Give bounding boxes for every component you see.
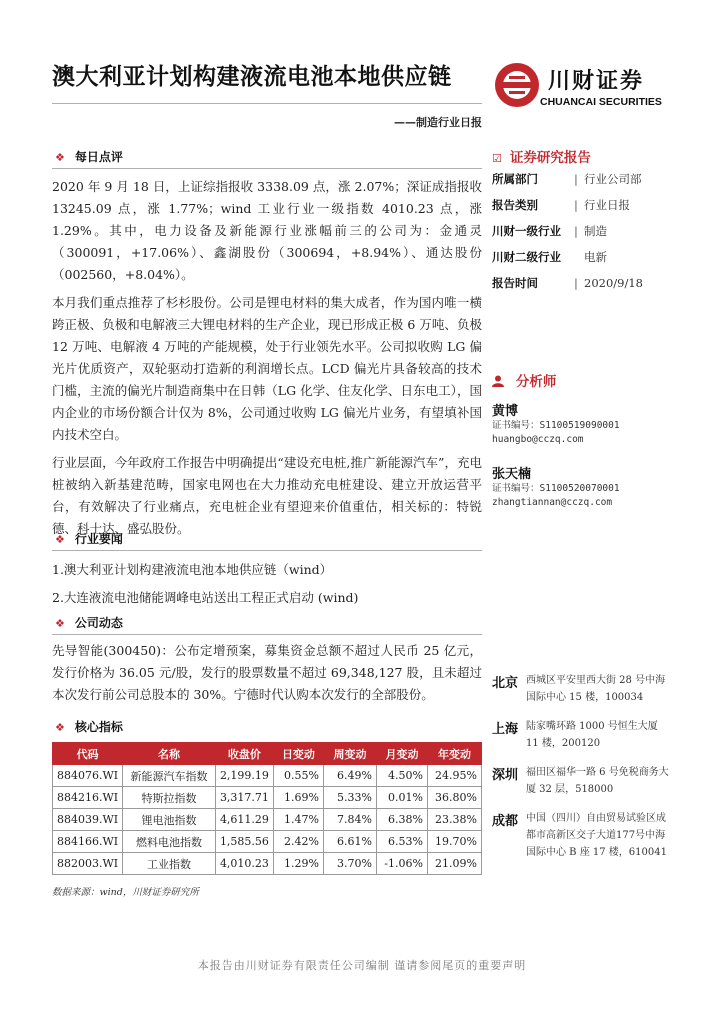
analyst-list (492, 400, 674, 510)
section-company-news: ❖ 公司动态 (55, 616, 123, 630)
cell-close: 4,010.23 (215, 853, 273, 875)
office-entry (492, 764, 676, 798)
cell-close: 2,199.19 (215, 765, 273, 787)
news-item-2: 2.大连液流电池储能调峰电站送出工程正式启动 (wind) (52, 590, 359, 605)
meta-row: 川财二级行业 电新 (492, 250, 607, 264)
analyst-cert: 证书编号：S1100519090001 (492, 420, 620, 431)
cell-year: 19.70% (427, 831, 481, 853)
col-header-code: 代码 (53, 743, 123, 765)
core-index-table (52, 742, 482, 875)
cell-month: 6.53% (377, 831, 428, 853)
table-row (53, 853, 482, 875)
section-divider (52, 550, 482, 551)
report-meta (492, 166, 674, 296)
cell-code: 882003.WI (53, 853, 123, 875)
company-news-body: 先导智能(300450)：公布定增预案，募集资金总额不超过人民币 25 亿元，发行价格为 36.05 元/股，发行的股票数量不超过 69,348,127 股，且未超过本次发行前公司总股本的 30%。宁德时代认购本次发行的全部股份。 (52, 643, 482, 702)
analyst-name: 张天楠 (492, 467, 532, 482)
cell-code: 884039.WI (53, 809, 123, 831)
cell-name: 锂电池指数 (123, 809, 216, 831)
cell-name: 燃料电池指数 (123, 831, 216, 853)
person-icon (492, 376, 508, 389)
table-row (53, 787, 482, 809)
cell-week: 5.33% (323, 787, 376, 809)
section-industry-news: ❖ 行业要闻 (55, 532, 123, 546)
cell-day: 0.55% (273, 765, 323, 787)
cell-code: 884076.WI (53, 765, 123, 787)
office-entry (492, 672, 676, 706)
cell-week: 3.70% (323, 853, 376, 875)
diamond-pair-icon: ❖ (55, 533, 65, 546)
cell-day: 1.47% (273, 809, 323, 831)
office-address: 西城区平安里西大街 28 号中海国际中心 15 楼，100034 (526, 675, 666, 703)
col-header-name: 名称 (123, 743, 216, 765)
diamond-pair-icon: ❖ (55, 617, 65, 630)
cell-day: 1.69% (273, 787, 323, 809)
diamond-pair-icon: ❖ (55, 721, 65, 734)
office-entry (492, 718, 676, 752)
cell-week: 6.49% (323, 765, 376, 787)
analyst-name: 黄博 (492, 404, 519, 419)
cell-name: 特斯拉指数 (123, 787, 216, 809)
office-address: 中国（四川）自由贸易试验区成都市高新区交子大道177号中海国际中心 B 座 17 楼，610041 (526, 813, 667, 858)
cell-month: -1.06% (377, 853, 428, 875)
cell-name: 工业指数 (123, 853, 216, 875)
report-title: 澳大利亚计划构建液流电池本地供应链 (52, 64, 452, 90)
cell-month: 6.38% (377, 809, 428, 831)
analyst-cert: 证书编号：S1100520070001 (492, 483, 620, 494)
table-row (53, 831, 482, 853)
office-city: 北京 (492, 676, 519, 691)
analyst-card (492, 400, 674, 447)
cell-week: 6.61% (323, 831, 376, 853)
section-divider (52, 634, 482, 635)
analyst-card (492, 463, 674, 510)
page-footer: 本报告由川财证券有限责任公司编制 谨请参阅尾页的重要声明 (197, 959, 527, 972)
cell-month: 4.50% (377, 765, 428, 787)
cell-close: 1,585.56 (215, 831, 273, 853)
office-city: 上海 (492, 722, 519, 737)
report-subtitle: ——制造行业日报 (394, 116, 482, 129)
cell-year: 23.38% (427, 809, 481, 831)
news-item-1: 1.澳大利亚计划构建液流电池本地供应链（wind） (52, 562, 333, 577)
cell-year: 24.95% (427, 765, 481, 787)
comment-paragraph-1: 2020 年 9 月 18 日，上证综指报收 3338.09 点，涨 2.07%；深证成指报收 13245.09 点，涨 1.77%；wind 工业行业一级指数 4010.23 点，涨 1.29%。其中，电力设备及新能源行业涨幅前三的公司为：金通灵（300091，+17.06%）、鑫湖股份（300694，+8.94%）、通达股份（002560，+8.04%）。 (52, 179, 482, 282)
industry-news-list (52, 556, 482, 612)
daily-comment-body (52, 176, 482, 546)
logo-text-cn: 川财证券 (548, 69, 645, 94)
cell-year: 36.80% (427, 787, 481, 809)
table-source-note: 数据来源：wind，川财证券研究所 (52, 887, 199, 898)
col-header-year: 年变动 (427, 743, 481, 765)
cell-day: 2.42% (273, 831, 323, 853)
analyst-email[interactable]: zhangtiannan@cczq.com (492, 497, 613, 508)
cell-name: 新能源汽车指数 (123, 765, 216, 787)
diamond-pair-icon: ❖ (55, 151, 65, 164)
cell-year: 21.09% (427, 853, 481, 875)
company-logo (494, 62, 664, 112)
col-header-week: 周变动 (323, 743, 376, 765)
meta-row: 报告时间 | 2020/9/18 (492, 276, 643, 290)
office-city: 成都 (492, 814, 519, 829)
meta-row: 所属部门 | 行业公司部 (492, 172, 642, 186)
office-address: 陆家嘴环路 1000 号恒生大厦 11 楼，200120 (526, 721, 658, 749)
section-core-index: ❖ 核心指标 (55, 720, 123, 734)
cell-code: 884216.WI (53, 787, 123, 809)
col-header-month: 月变动 (377, 743, 428, 765)
comment-paragraph-3: 行业层面，今年政府工作报告中明确提出“建设充电桩,推广新能源汽车”，充电桩被纳入新基建范畴，国家电网也在大力推动充电桩建设、建立开放运营平台，有效解决了行业痛点，充电桩企业有望迎来价值重估，相关标的：特锐德、科士达、盛弘股份。 (52, 455, 482, 536)
checkbox-icon: ☑ (492, 152, 502, 165)
cell-day: 1.29% (273, 853, 323, 875)
col-header-close: 收盘价 (215, 743, 273, 765)
logo-mark-icon (494, 62, 540, 108)
meta-row: 报告类别 | 行业日报 (492, 198, 630, 212)
cell-month: 0.01% (377, 787, 428, 809)
table-row (53, 809, 482, 831)
analyst-email[interactable]: huangbo@cczq.com (492, 434, 584, 445)
cell-close: 4,611.29 (215, 809, 273, 831)
office-address: 福田区福华一路 6 号免税商务大厦 32 层，518000 (526, 767, 669, 795)
report-heading: ☑ 证券研究报告 (492, 150, 591, 166)
comment-paragraph-2: 本月我们重点推荐了杉杉股份。公司是锂电材料的集大成者，作为国内唯一横跨正极、负极和电解液三大锂电材料的生产企业，现已形成正极 6 万吨、负极 12 万吨、电解液 4 万吨的产能规模，处于行业领先水平。公司拟收购 LG 偏光片优质资产，双轮驱动打造新的利润增长点。LCD 偏光片具备较高的技术门槛，主流的偏光片制造商集中在日韩（LG 化学、住友化学、日东电工），国内企业的市场份额合计仅为 8%，公司通过收购 LG 偏光片业务，有望填补国内技术空白。 (52, 295, 482, 442)
meta-row: 川财一级行业 | 制造 (492, 224, 607, 238)
office-list (492, 672, 676, 861)
cell-close: 3,317.71 (215, 787, 273, 809)
section-divider (52, 168, 482, 169)
office-city: 深圳 (492, 768, 519, 783)
analyst-heading: 分析师 (492, 370, 556, 390)
section-daily-comment: ❖ 每日点评 (55, 150, 123, 164)
col-header-day: 日变动 (273, 743, 323, 765)
cell-code: 884166.WI (53, 831, 123, 853)
title-divider (52, 103, 482, 104)
cell-week: 7.84% (323, 809, 376, 831)
table-header-row (53, 743, 482, 765)
table-row (53, 765, 482, 787)
office-entry (492, 810, 676, 861)
logo-text-en: CHUANCAI SECURITIES (540, 96, 662, 108)
